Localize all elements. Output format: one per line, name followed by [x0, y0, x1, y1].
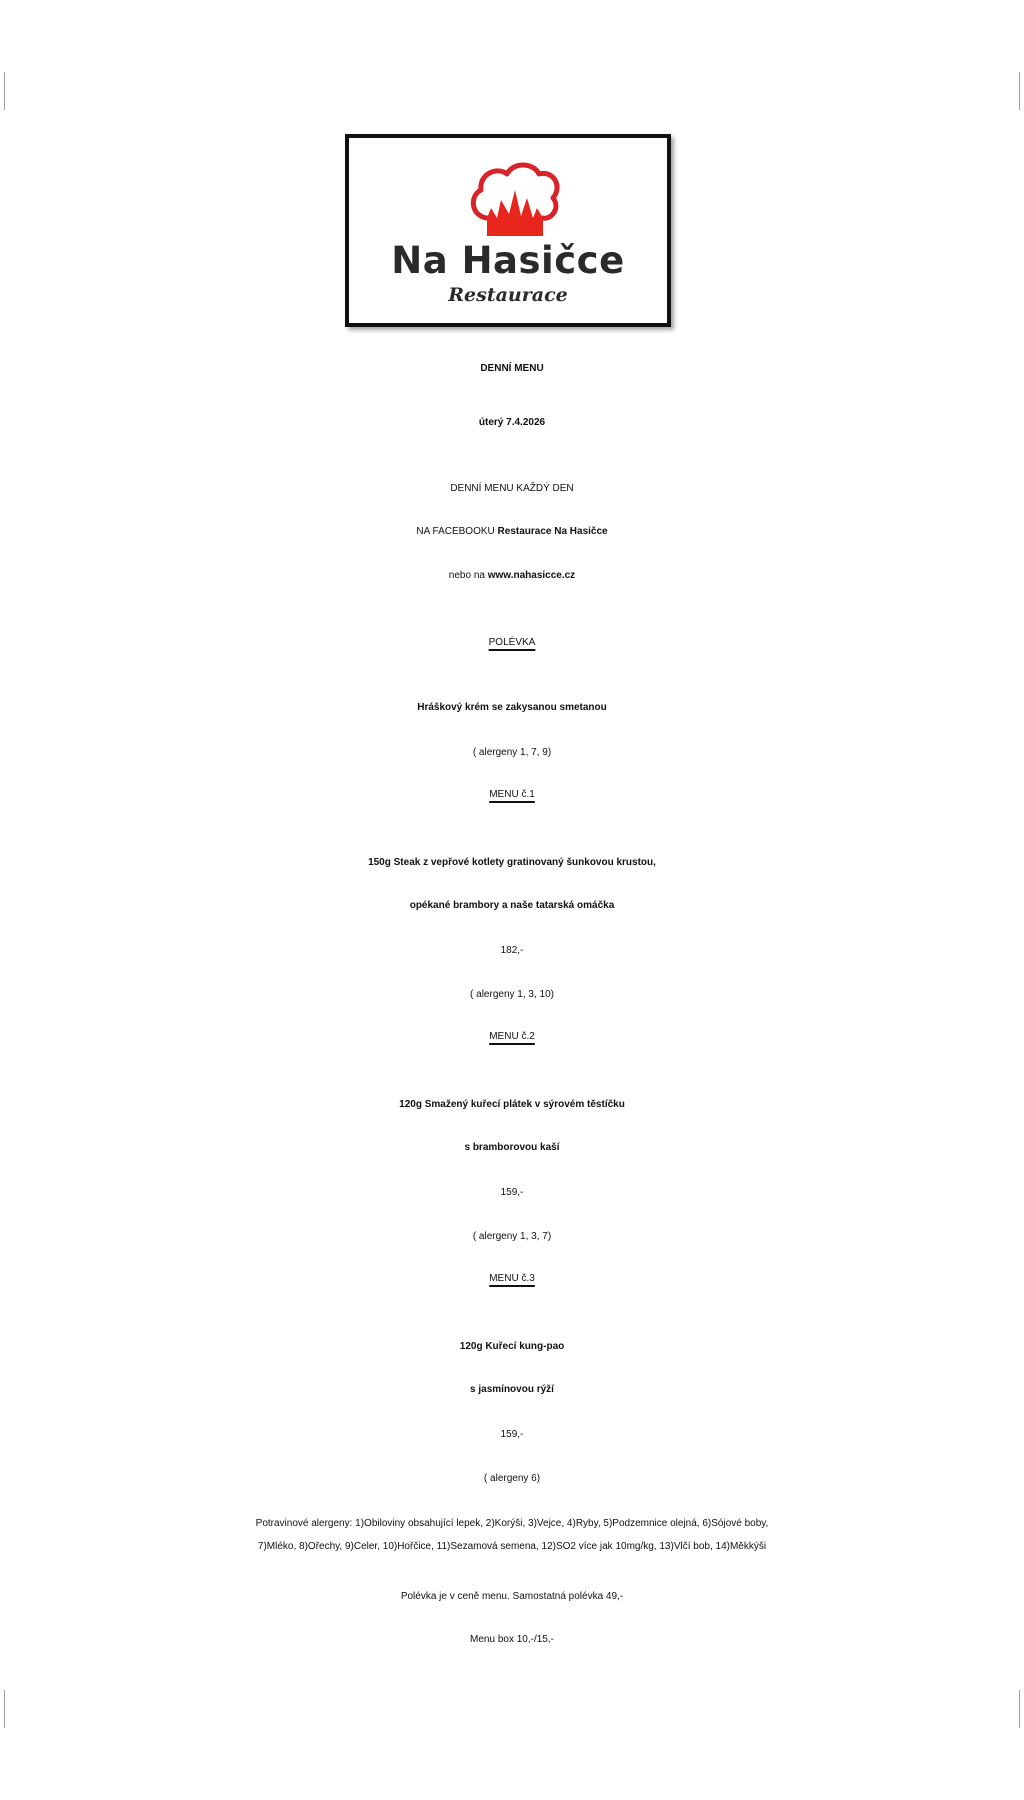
menu-1-dish-line-2: opékané brambory a naše tatarská omáčka: [409, 900, 615, 911]
soup-heading: POLÉVKA: [488, 637, 536, 648]
crop-mark: [1019, 72, 1020, 110]
footer-line-2: Menu box 10,-/15,-: [470, 1634, 554, 1645]
menu-1-heading: MENU č.1: [489, 789, 535, 800]
logo-brand: Na Hasičce: [391, 239, 625, 282]
menu-3-allergens: ( alergeny 6): [483, 1473, 541, 1484]
menu-2-dish-line-2: s bramborovou kaší: [464, 1142, 560, 1153]
info-line-3: [0, 570, 1024, 582]
menu-2-heading: MENU č.2: [489, 1031, 535, 1042]
menu-3-price: 159,-: [500, 1429, 524, 1440]
menu-1-price: 182,-: [500, 945, 524, 956]
menu-2-allergens: ( alergeny 1, 3, 7): [472, 1231, 552, 1242]
info-web-prefix: nebo na: [448, 570, 488, 581]
restaurant-logo: [345, 134, 671, 327]
menu-1-dish-line-1: 150g Steak z vepřové kotlety gratinovaný šunkovou krustou,: [368, 857, 656, 868]
facebook-page-name: Restaurace Na Hasičce: [497, 526, 608, 537]
logo-subtitle: Restaurace: [448, 284, 568, 306]
menu-date: úterý 7.4.2026: [478, 417, 546, 428]
soup-allergens: ( alergeny 1, 7, 9): [472, 747, 552, 758]
menu-3-dish-line-1: 120g Kuřecí kung-pao: [459, 1341, 565, 1352]
menu-2-dish-line-1: 120g Smažený kuřecí plátek v sýrovém těstíčku: [399, 1099, 625, 1110]
info-facebook-prefix: NA FACEBOOKU: [416, 526, 498, 537]
crop-mark: [1019, 1690, 1020, 1728]
allergen-legend-line-2: 7)Mléko, 8)Ořechy, 9)Celer, 10)Hořčice, 11)Sezamová semena, 12)SO2 více jak 10mg/kg, 13)Vlčí bob, 14)Měkkýši: [257, 1541, 767, 1552]
menu-3-heading: MENU č.3: [489, 1273, 535, 1284]
crop-mark: [4, 72, 5, 110]
chef-hat-flame-icon: [467, 160, 563, 240]
crop-mark: [4, 1690, 5, 1728]
menu-3-dish-line-2: s jasmínovou rýží: [470, 1384, 554, 1395]
footer-line-1: Polévka je v ceně menu. Samostatná polévka 49,-: [400, 1591, 624, 1602]
soup-name: Hráškový krém se zakysanou smetanou: [417, 702, 607, 713]
info-line-1: DENNÍ MENU KAŽDÝ DEN: [450, 483, 574, 494]
website-url: www.nahasicce.cz: [487, 570, 576, 581]
info-line-2: [0, 526, 1024, 538]
menu-1-allergens: ( alergeny 1, 3, 10): [470, 989, 554, 1000]
menu-2-price: 159,-: [500, 1187, 524, 1198]
allergen-legend-line-1: Potravinové alergeny: 1)Obiloviny obsahující lepek, 2)Korýši, 3)Vejce, 4)Ryby, 5)Podzemnice olejná, 6)Sójové boby,: [255, 1518, 769, 1529]
page-title: DENNÍ MENU: [480, 363, 544, 374]
